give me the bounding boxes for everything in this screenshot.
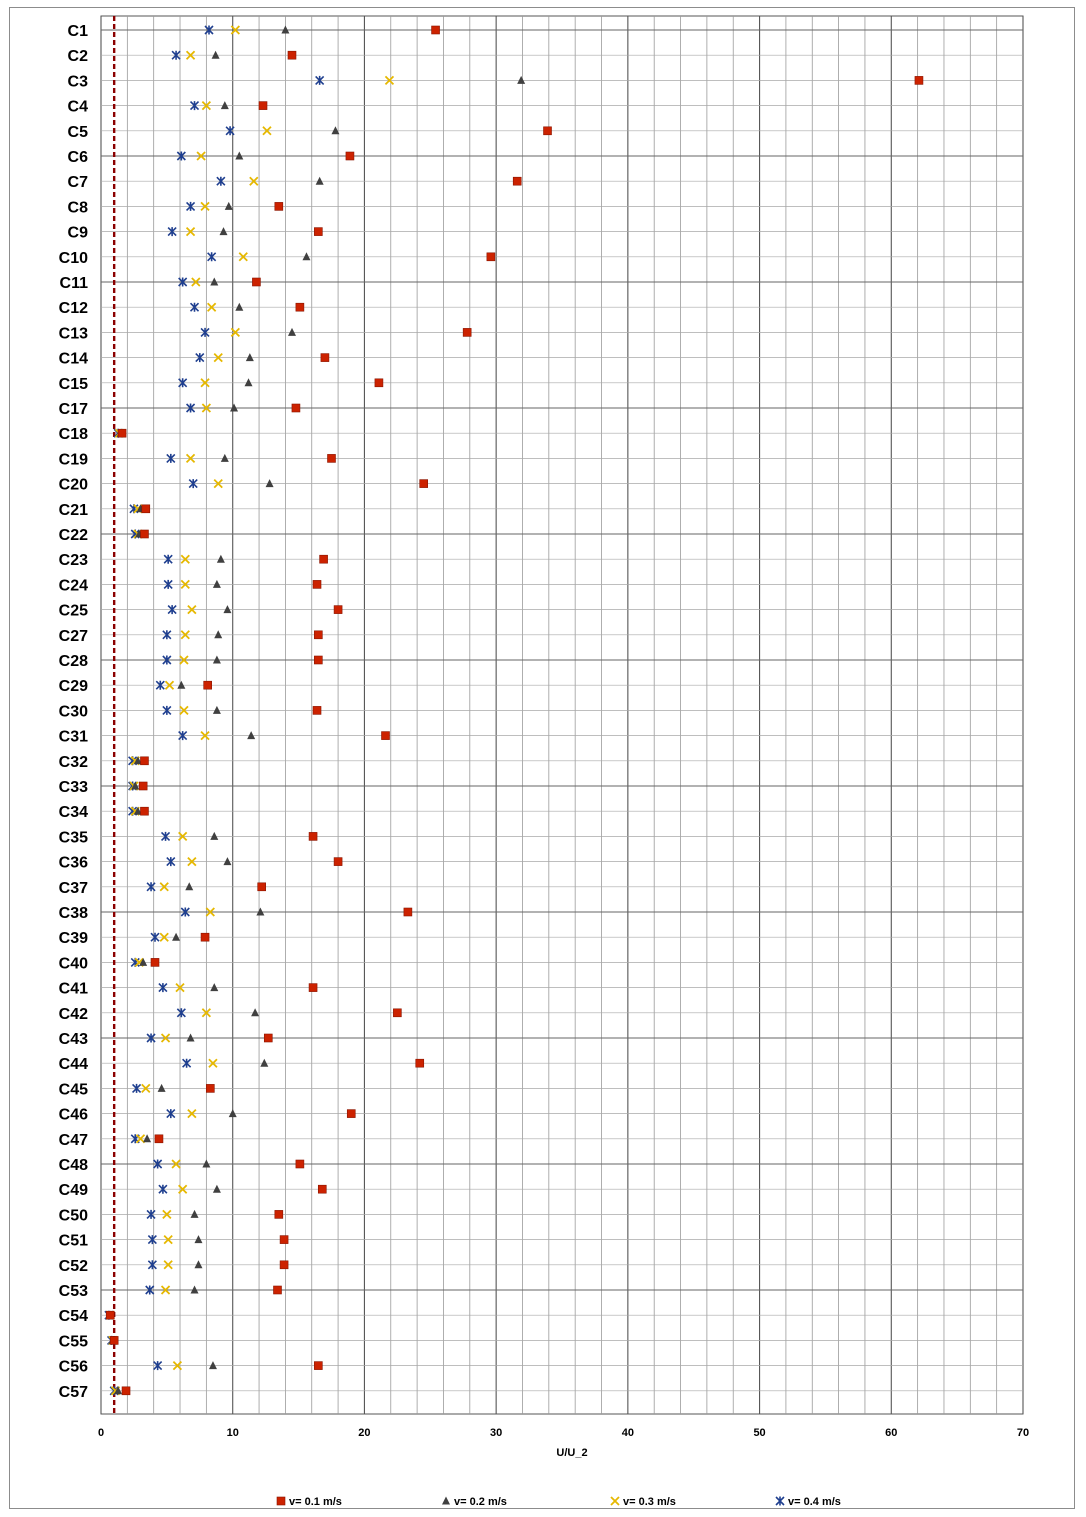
data-point: [139, 782, 147, 790]
category-label: C27: [58, 627, 88, 645]
data-point: [206, 1084, 214, 1092]
data-point: [347, 1110, 355, 1118]
data-point: [292, 404, 300, 412]
category-label: C25: [58, 602, 88, 620]
category-label: C1: [67, 23, 88, 40]
category-label: C18: [58, 426, 88, 444]
data-point: [288, 51, 296, 59]
category-label: C53: [58, 1283, 88, 1300]
data-point: [280, 1261, 288, 1269]
category-label: C29: [58, 678, 88, 696]
category-label: C36: [58, 854, 88, 872]
category-label: C22: [58, 527, 88, 544]
category-label: C34: [58, 804, 88, 822]
category-label: C12: [58, 300, 88, 318]
data-point: [309, 832, 317, 840]
legend-label: v= 0.4 m/s: [788, 1496, 841, 1508]
category-label: C10: [58, 249, 88, 267]
data-point: [296, 1160, 304, 1168]
x-tick-label: 40: [621, 1427, 634, 1439]
category-label: C49: [58, 1182, 88, 1200]
category-label: C6: [67, 149, 88, 166]
category-label: C33: [58, 779, 88, 796]
category-label: C47: [58, 1131, 88, 1149]
data-point: [318, 1185, 326, 1193]
data-point: [314, 656, 322, 664]
category-label: C14: [58, 350, 88, 368]
category-label: C51: [58, 1232, 88, 1250]
category-label: C45: [58, 1081, 88, 1099]
legend-marker: [776, 1497, 784, 1506]
data-point: [513, 177, 521, 185]
data-point: [375, 379, 383, 387]
category-label: C31: [58, 728, 88, 746]
data-point: [118, 429, 126, 437]
plot-area: [101, 16, 1023, 1414]
data-point: [140, 807, 148, 815]
legend-label: v= 0.2 m/s: [454, 1496, 507, 1508]
data-point: [264, 1034, 272, 1042]
category-label: C41: [58, 980, 88, 998]
data-point: [313, 706, 321, 714]
data-point: [544, 127, 552, 135]
category-label: C20: [58, 476, 88, 494]
category-labels: [59, 23, 88, 1401]
category-label: C56: [58, 1358, 88, 1376]
category-label: C3: [67, 73, 88, 91]
data-point: [334, 606, 342, 614]
data-point: [432, 26, 440, 34]
legend-label: v= 0.3 m/s: [623, 1496, 676, 1508]
category-label: C23: [58, 552, 88, 570]
legend-label: v= 0.1 m/s: [289, 1496, 342, 1508]
data-point: [420, 480, 428, 488]
data-point: [106, 1311, 114, 1319]
category-label: C24: [58, 577, 88, 595]
data-point: [314, 1362, 322, 1370]
category-label: C52: [58, 1257, 88, 1275]
data-point: [320, 555, 328, 563]
x-tick-labels: [98, 1427, 1029, 1439]
data-point: [404, 908, 412, 916]
data-point: [313, 580, 321, 588]
category-label: C15: [58, 375, 88, 393]
category-label: C11: [59, 275, 88, 292]
data-point: [416, 1059, 424, 1067]
category-label: C50: [58, 1207, 88, 1225]
x-tick-label: 50: [753, 1427, 766, 1439]
grid-layer: [101, 16, 1023, 1414]
category-label: C40: [58, 955, 88, 973]
data-point: [328, 454, 336, 462]
category-label: C54: [58, 1308, 88, 1326]
legend-marker: [277, 1497, 285, 1505]
category-label: C57: [58, 1383, 88, 1401]
data-point: [201, 933, 209, 941]
category-label: C19: [58, 451, 88, 469]
data-point: [110, 1336, 118, 1344]
data-point: [382, 732, 390, 740]
category-label: C55: [58, 1333, 88, 1351]
data-point: [915, 76, 923, 84]
category-label: C21: [58, 501, 88, 519]
data-point: [463, 328, 471, 336]
data-point: [122, 1387, 130, 1395]
category-label: C4: [67, 98, 88, 116]
x-tick-label: 30: [490, 1427, 503, 1439]
x-tick-label: 0: [97, 1427, 105, 1439]
category-label: C5: [67, 123, 88, 141]
data-point: [487, 253, 495, 261]
category-label: C2: [67, 48, 88, 66]
data-point: [280, 1236, 288, 1244]
category-label: C42: [58, 1005, 88, 1023]
category-label: C38: [58, 905, 88, 922]
data-point: [259, 102, 267, 110]
data-point: [346, 152, 354, 160]
data-point: [296, 303, 304, 311]
category-label: C35: [58, 829, 88, 847]
x-tick-label: 60: [885, 1427, 898, 1439]
data-point: [321, 354, 329, 362]
category-label: C9: [67, 224, 88, 242]
x-axis-title: U/U_2: [556, 1447, 588, 1459]
category-label: C30: [58, 703, 88, 721]
category-label: C7: [67, 174, 88, 192]
legend: [277, 1496, 841, 1508]
legend-marker: [442, 1497, 450, 1505]
data-point: [273, 1286, 281, 1294]
category-label: C37: [58, 879, 88, 897]
data-point: [142, 505, 150, 513]
category-label: C44: [58, 1056, 88, 1074]
category-label: C32: [58, 753, 88, 771]
data-point: [204, 681, 212, 689]
category-label: C39: [58, 930, 88, 948]
data-point: [275, 1210, 283, 1218]
data-point: [140, 757, 148, 765]
category-label: C43: [58, 1031, 88, 1048]
category-label: C8: [67, 199, 88, 217]
data-point: [275, 202, 283, 210]
x-tick-label: 10: [226, 1427, 239, 1439]
x-tick-label: 20: [358, 1427, 371, 1439]
data-point: [258, 883, 266, 891]
category-label: C46: [58, 1106, 88, 1124]
data-point: [151, 958, 159, 966]
data-point: [393, 1009, 401, 1017]
category-label: C28: [58, 653, 88, 670]
category-label: C17: [58, 401, 88, 418]
data-point: [334, 858, 342, 866]
data-point: [314, 631, 322, 639]
x-tick-label: 70: [1016, 1427, 1030, 1439]
data-point: [309, 984, 317, 992]
category-label: C13: [58, 325, 88, 343]
data-point: [252, 278, 260, 286]
legend-marker: [611, 1497, 619, 1505]
data-point: [155, 1135, 163, 1143]
category-label: C48: [58, 1157, 88, 1174]
data-point: [140, 530, 148, 538]
data-point: [314, 228, 322, 236]
